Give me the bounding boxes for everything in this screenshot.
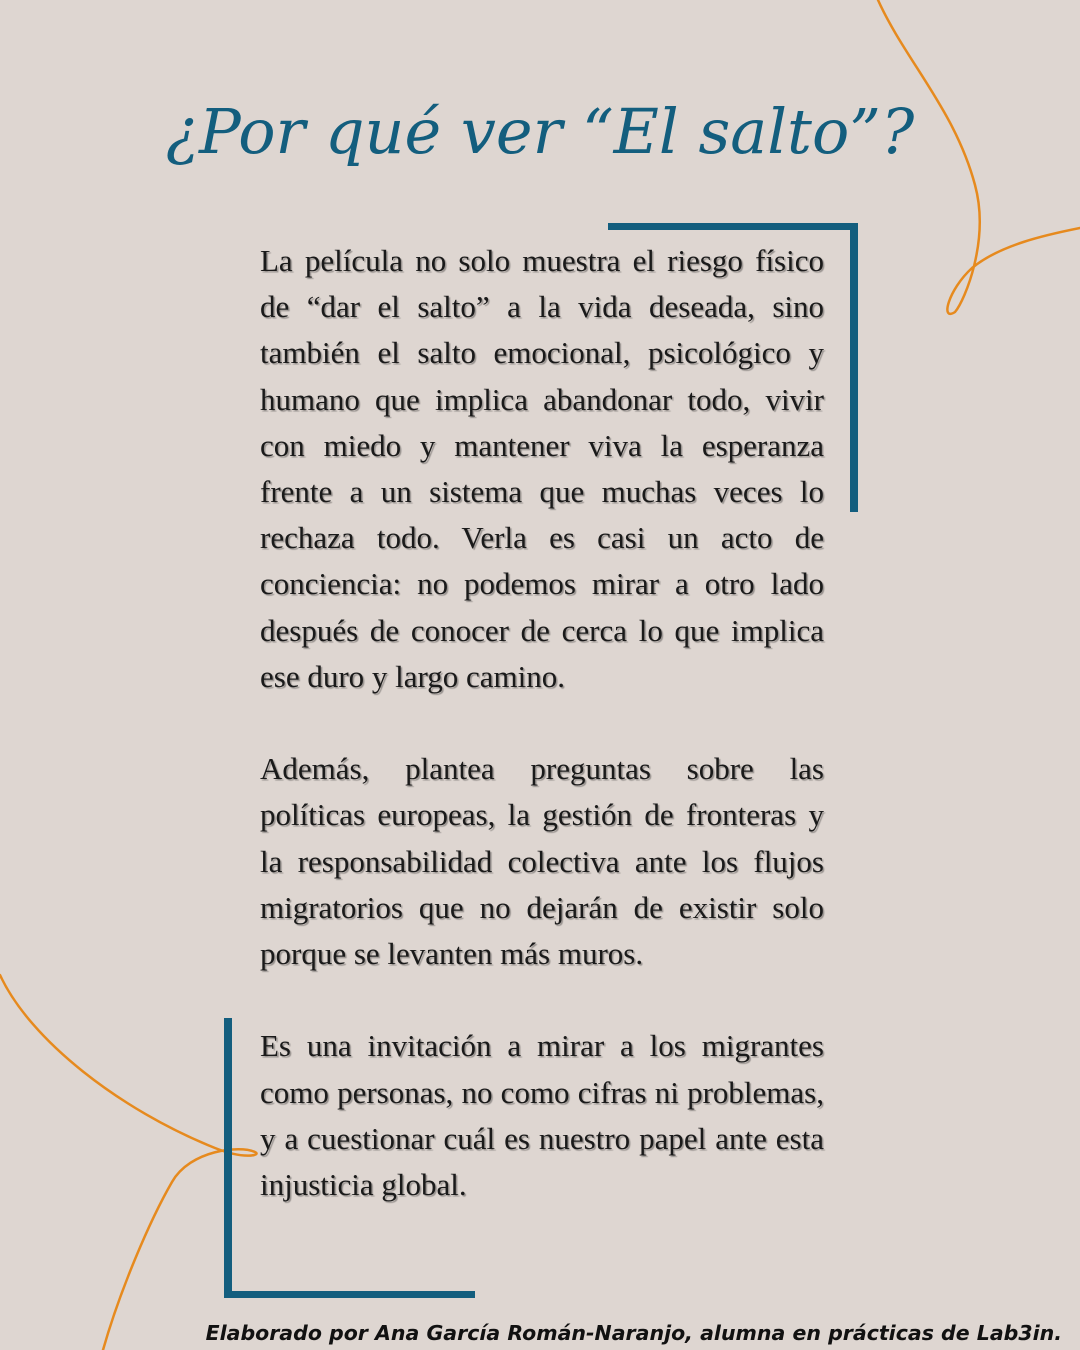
body-text bbox=[260, 238, 824, 1208]
orange-curve-bottom-left bbox=[0, 975, 257, 1350]
paragraph-2: Además, plantea preguntas sobre las políticas europeas, la gestión de fronteras y la responsabilidad colectiva ante los flujos migratorios que no dejarán de existir solo porque se levanten más muros. bbox=[260, 751, 824, 972]
page-title: ¿Por qué ver “El salto”? bbox=[165, 95, 915, 168]
paragraph-1: La película no solo muestra el riesgo físico de “dar el salto” a la vida deseada, sino también el salto emocional, psicológico y humano que implica abandonar todo, vivir con miedo y mantener viva la esperanza frente a un sistema que muchas veces lo rechaza todo. Verla es casi un acto de conciencia: no podemos mirar a otro lado después de conocer de cerca lo que implica ese duro y largo camino. bbox=[260, 243, 824, 694]
paragraph-3: Es una invitación a mirar a los migrantes como personas, no como cifras ni problemas, y a cuestionar cuál es nuestro papel ante esta injusticia global. bbox=[260, 1028, 824, 1203]
author-credit: Elaborado por Ana García Román-Naranjo, alumna en prácticas de Lab3in. bbox=[205, 1321, 1062, 1346]
